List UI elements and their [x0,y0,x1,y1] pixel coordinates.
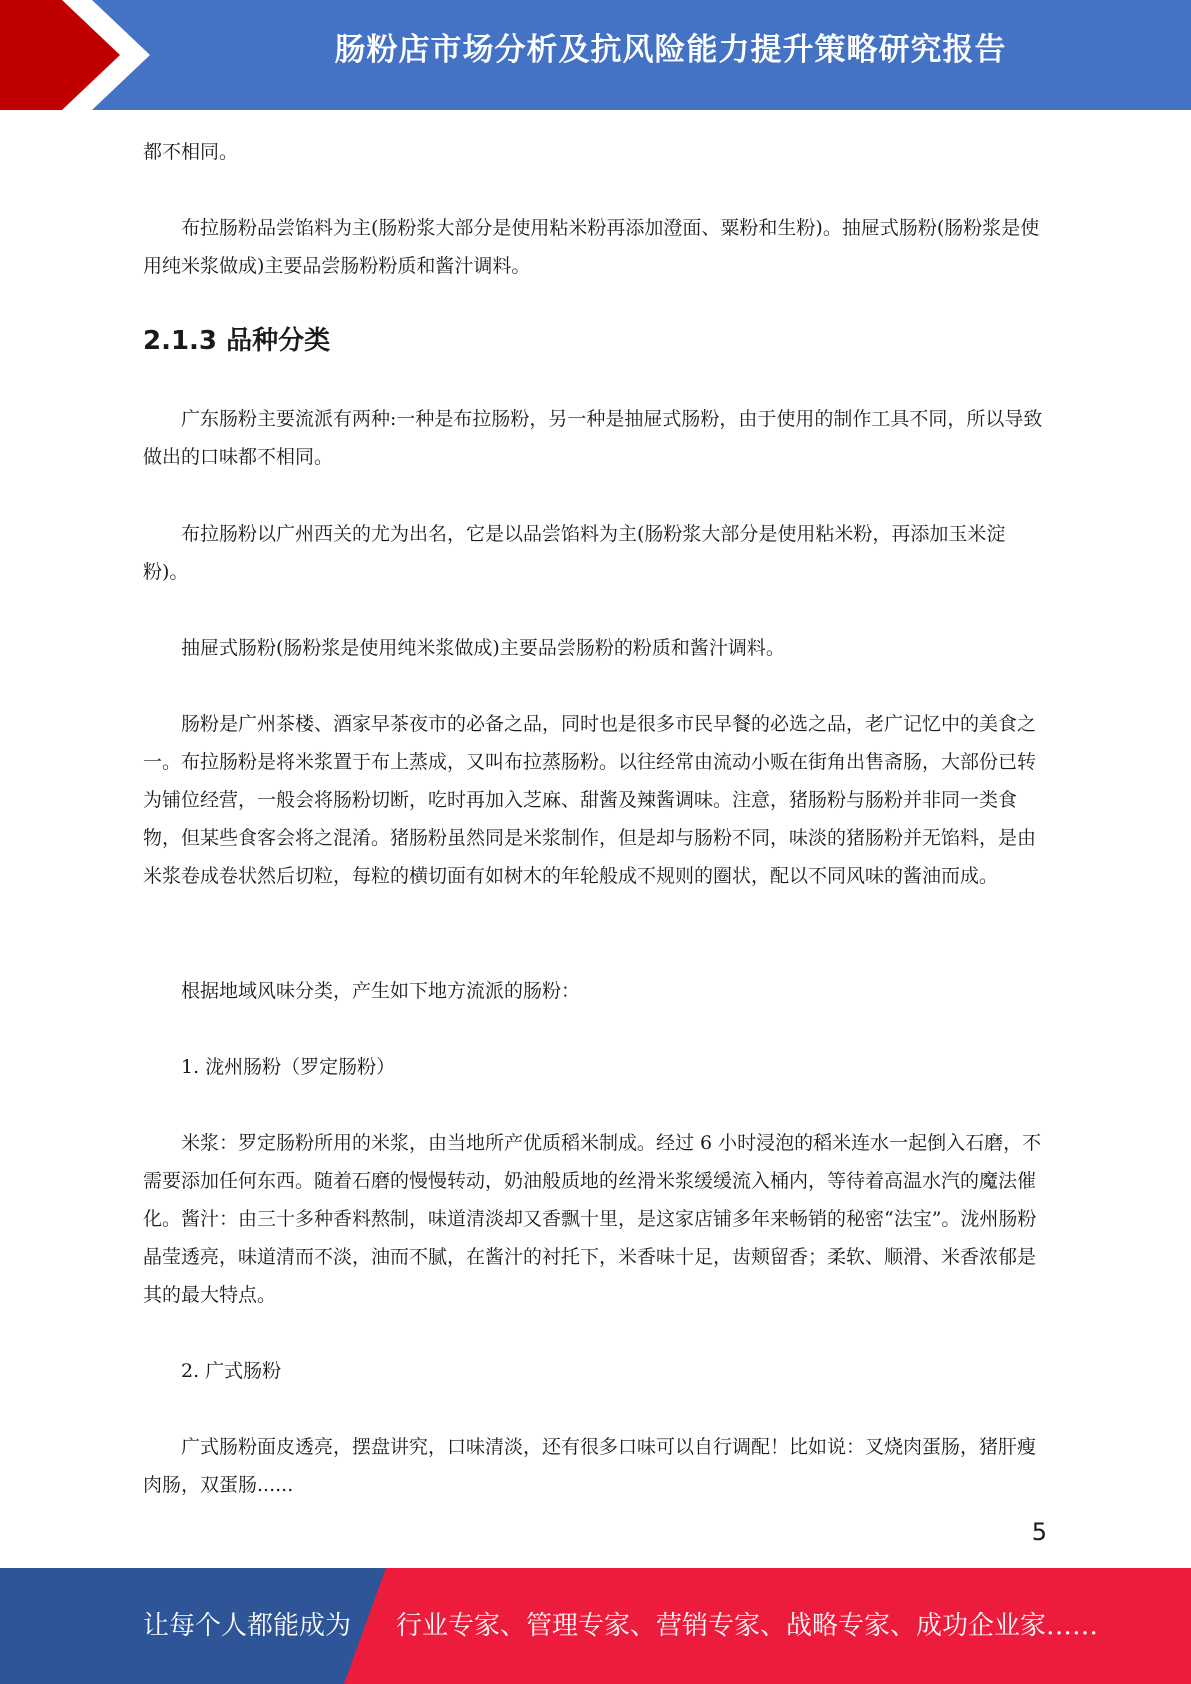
paragraph: 肠粉是广州茶楼、酒家早茶夜市的必备之品，同时也是很多市民早餐的必选之品，老广记忆中的美食之一。布拉肠粉是将米浆置于布上蒸成，又叫布拉蒸肠粉。以往经常由流动小贩在街角出售斋肠，大部份已转为铺位经营，一般会将肠粉切断，吃时再加入芝麻、甜酱及辣酱调味。注意，猪肠粉与肠粉并非同一类食物，但某些食客会将之混淆。猪肠粉虽然同是米浆制作，但是却与肠粉不同，味淡的猪肠粉并无馅料，是由米浆卷成卷状然后切粒，每粒的横切面有如树木的年轮般成不规则的圈状，配以不同风味的酱油而成。 [143,713,1037,887]
paragraph-continuation: 都不相同。 [143,141,239,163]
footer-slogan-left: 让每个人都能成为 [143,1611,352,1641]
paragraph: 广式肠粉面皮透亮，摆盘讲究，口味清淡，还有很多口味可以自行调配！比如说：叉烧肉蛋肠，猪肝瘦肉肠，双蛋肠...... [143,1436,1037,1496]
list-item: 1. 泷州肠粉（罗定肠粉） [181,1056,396,1078]
paragraph: 抽屉式肠粉(肠粉浆是使用纯米浆做成)主要品尝肠粉的粉质和酱汁调料。 [181,637,785,659]
header-arrow-decoration [0,0,160,110]
paragraph: 布拉肠粉以广州西关的尤为出名，它是以品尝馅料为主(肠粉浆大部分是使用粘米粉，再添加玉米淀粉)。 [143,523,1006,583]
paragraph: 布拉肠粉品尝馅料为主(肠粉浆大部分是使用粘米粉再添加澄面、粟粉和生粉)。抽屉式肠粉(肠粉浆是使用纯米浆做成)主要品尝肠粉粉质和酱汁调料。 [143,217,1040,277]
page-footer [0,1568,1191,1684]
paragraph: 米浆：罗定肠粉所用的米浆，由当地所产优质稻米制成。经过 6 小时浸泡的稻米连水一起倒入石磨，不需要添加任何东西。随着石磨的慢慢转动，奶油般质地的丝滑米浆缓缓流入桶内，等待着高温水汽的魔法催化。酱汁：由三十多种香料熬制，味道清淡却又香飘十里，是这家店铺多年来畅销的秘密“法宝”。泷州肠粉晶莹透亮，味道清而不淡，油而不腻，在酱汁的衬托下，米香味十足，齿颊留香；柔软、顺滑、米香浓郁是其的最大特点。 [143,1132,1042,1306]
paragraph: 根据地域风味分类，产生如下地方流派的肠粉： [181,980,581,1002]
page-number: 5 [1031,1518,1047,1546]
footer-slogan-right: 行业专家、管理专家、营销专家、战略专家、成功企业家…… [396,1611,1099,1641]
list-item: 2. 广式肠粉 [181,1360,282,1382]
page-header [0,0,1191,110]
paragraph: 广东肠粉主要流派有两种:一种是布拉肠粉，另一种是抽屉式肠粉，由于使用的制作工具不同，所以导致做出的口味都不相同。 [143,408,1043,468]
report-title: 肠粉店市场分析及抗风险能力提升策略研究报告 [334,32,1007,68]
section-heading: 2.1.3 品种分类 [143,326,331,356]
